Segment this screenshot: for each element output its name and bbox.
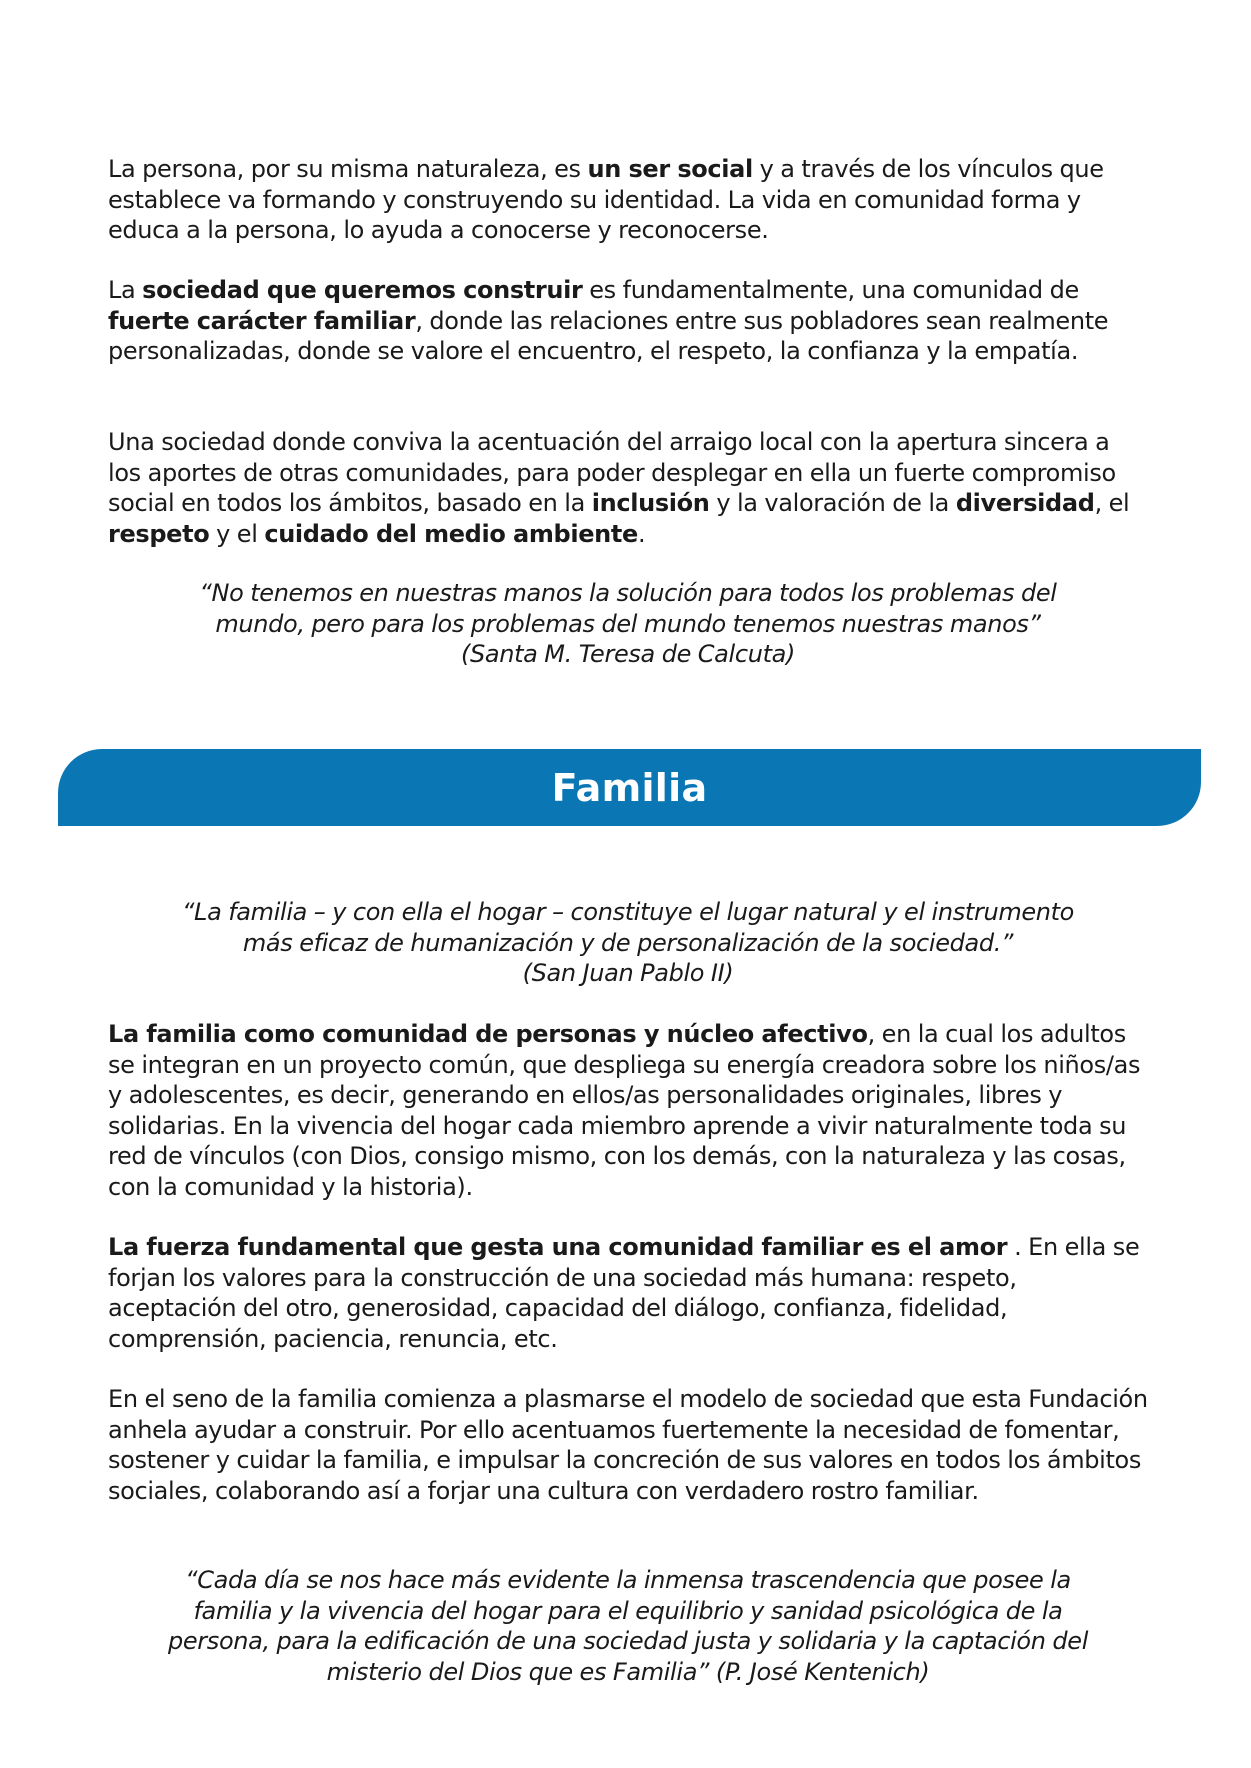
bold-run: un ser social — [587, 155, 753, 183]
text-run: La — [108, 276, 143, 304]
bold-run: diversidad — [955, 489, 1095, 517]
intro-quote — [100, 578, 1156, 670]
bold-run: fuerte carácter familiar — [108, 306, 416, 335]
text-run: . — [637, 519, 646, 548]
text-run: La persona, por su misma naturaleza, es — [108, 155, 588, 183]
quote-line: mundo, pero para los problemas del mundo tenemos nuestras manos” — [215, 609, 1041, 638]
quote-line: “No tenemos en nuestras manos la solución para todos los problemas del — [199, 579, 1057, 607]
closing-quote — [100, 1565, 1156, 1687]
text-run: , el — [1094, 489, 1130, 517]
intro-paragraph-1 — [108, 154, 1148, 246]
bold-run: sociedad que queremos construir — [142, 276, 583, 304]
section-title: Familia — [551, 765, 708, 810]
quote-line: “La familia – y con ella el hogar – constituye el lugar natural y el instrumento — [181, 898, 1075, 926]
quote-source: (San Juan Pablo II) — [522, 959, 734, 987]
familia-paragraph-2 — [108, 1232, 1148, 1354]
bold-run: inclusión — [591, 489, 710, 517]
quote-source: (Santa M. Teresa de Calcuta) — [460, 640, 795, 668]
text-run: es fundamentalmente, una comunidad de — [582, 276, 1079, 304]
text-run: Una sociedad donde conviva la acentuación del arraigo local con la apertura sincera a los aportes de otras comunidades, para poder desplegar en ella un fuerte compromiso social en todos los ámbitos, basado en la — [108, 428, 1116, 517]
quote-line: familia y la vivencia del hogar para el equilibrio y sanidad psicológica de la — [193, 1596, 1063, 1625]
bold-run: cuidado del medio ambiente — [264, 519, 638, 548]
intro-paragraph-3 — [108, 427, 1148, 549]
text-run: y el — [209, 519, 265, 548]
text-run: , donde las relaciones entre sus pobladores sean realmente personalizadas, donde se valore el encuentro, el respeto, la confianza y la empatía. — [108, 306, 1109, 365]
bold-run: La familia como comunidad de personas y núcleo afectivo — [108, 1020, 868, 1048]
text-run: y a través de los vínculos que establece va formando y construyendo su identidad. La vida en comunidad forma y educa a la persona, lo ayuda a conocerse y reconocerse. — [108, 155, 1104, 244]
familia-quote — [100, 897, 1156, 989]
text-run: , en la cual los adultos se integran en un proyecto común, que despliega su energía creadora sobre los niños/as y adolescentes, es decir, generando en ellos/as personalidades originales, libres y solidarias. En la vivencia del hogar cada miembro aprende a vivir naturalmente toda su red de vínculos (con Dios, consigo mismo, con los demás, con la naturaleza y las cosas, con la comunidad y la historia). — [108, 1020, 1141, 1201]
quote-line-last — [100, 1657, 1156, 1688]
text-run: . En ella se forjan los valores para la construcción de una sociedad más humana: respeto, aceptación del otro, generosidad, capacidad del diálogo, confianza, fidelidad, comprensión, paciencia, renuncia, etc. — [108, 1233, 1140, 1353]
quote-source: (P. José Kentenich) — [709, 1657, 930, 1686]
familia-paragraph-3: En el seno de la familia comienza a plasmarse el modelo de sociedad que esta Fundación anhela ayudar a construir. Por ello acentuamos fuertemente la necesidad de fomentar, sostener y cuidar la familia, e impulsar la concreción de sus valores en todos los ámbitos sociales, colaborando así a forjar una cultura con verdadero rostro familiar. — [108, 1385, 1148, 1505]
quote-line: más eficaz de humanización y de personalización de la sociedad.” — [242, 928, 1014, 957]
bold-run: La fuerza fundamental que gesta una comunidad familiar es el amor — [108, 1233, 1008, 1261]
section-banner — [58, 749, 1201, 826]
quote-line: persona, para la edificación de una sociedad justa y solidaria y la captación del — [167, 1627, 1089, 1655]
quote-line: “Cada día se nos hace más evidente la inmensa trascendencia que posee la — [185, 1566, 1071, 1594]
text-run: y la valoración de la — [709, 489, 956, 517]
quote-line: misterio del Dios que es Familia” — [326, 1657, 710, 1686]
familia-paragraph-1 — [108, 1019, 1148, 1202]
intro-paragraph-2 — [108, 275, 1148, 367]
bold-run: respeto — [108, 519, 210, 548]
